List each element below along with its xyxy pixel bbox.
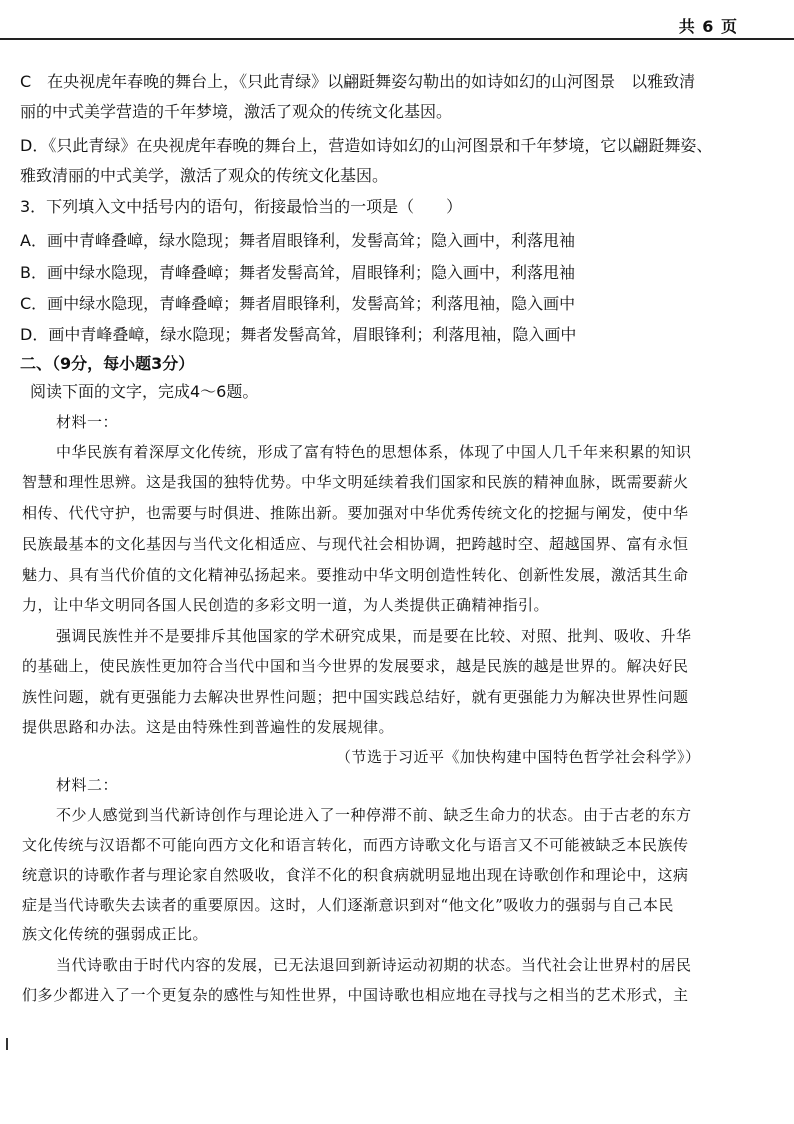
material-1-line: 力，让中华文明同各国人民创造的多彩文明一道，为人类提供正确精神指引。 bbox=[22, 596, 550, 614]
q2-option-c-line-2: 丽的中式美学营造的千年梦境，激活了观众的传统文化基因。 bbox=[20, 102, 453, 121]
page-count: 共 6 页 bbox=[678, 17, 738, 36]
material-2-line: 们多少都进入了一个更复杂的感性与知性世界，中国诗歌也相应地在寻找与之相当的艺术形式，主 bbox=[22, 986, 689, 1004]
material-2-line: 不少人感觉到当代新诗创作与理论进入了一种停滞不前、缺乏生命力的状态。由于古老的东方 bbox=[56, 806, 692, 824]
material-2-line: 统意识的诗歌作者与理论家自然吸收，食洋不化的积食病就明显地出现在诗歌创作和理论中，这病 bbox=[22, 866, 689, 884]
material-1-line: 族性问题，就有更强能力去解决世界性问题；把中国实践总结好，就有更强能力为解决世界性问题 bbox=[22, 688, 689, 706]
material-2-line: 族文化传统的强弱成正比。 bbox=[22, 925, 209, 943]
material-2-line: 当代诗歌由于时代内容的发展，已无法退回到新诗运动初期的状态。当代社会让世界村的居民 bbox=[56, 956, 692, 974]
q3-option-c: C．画中绿水隐现，青峰叠嶂；舞者眉眼锋利，发髻高耸；利落甩袖，隐入画中 bbox=[20, 294, 576, 313]
section-2-instruction: 阅读下面的文字，完成4～6题。 bbox=[30, 382, 259, 401]
margin-mark bbox=[6, 1038, 8, 1050]
material-1-label: 材料一： bbox=[56, 413, 119, 431]
material-1-source: （节选于习近平《加快构建中国特色哲学社会科学》） bbox=[336, 748, 701, 766]
section-2-heading: 二、（9分，每小题3分） bbox=[20, 354, 195, 373]
material-1-line: 民族最基本的文化基因与当代文化相适应、与现代社会相协调，把跨越时空、超越国界、富有永恒 bbox=[22, 535, 689, 553]
q3-option-a: A．画中青峰叠嶂，绿水隐现；舞者眉眼锋利，发髻高耸；隐入画中，利落甩袖 bbox=[20, 231, 575, 250]
material-1-line: 强调民族性并不是要排斥其他国家的学术研究成果，而是要在比较、对照、批判、吸收、升华 bbox=[56, 627, 692, 645]
material-1-line: 的基础上，使民族性更加符合当代中国和当今世界的发展要求，越是民族的越是世界的。解决好民 bbox=[22, 657, 689, 675]
header-divider bbox=[0, 38, 794, 40]
material-2-line: 文化传统与汉语都不可能向西方文化和语言转化，而西方诗歌文化与语言又不可能被缺乏本民族传 bbox=[22, 836, 689, 854]
material-1-line: 提供思路和办法。这是由特殊性到普遍性的发展规律。 bbox=[22, 718, 395, 736]
material-2-label: 材料二： bbox=[56, 776, 119, 794]
material-1-line: 中华民族有着深厚文化传统，形成了富有特色的思想体系，体现了中国人几千年来积累的知识 bbox=[56, 443, 692, 461]
material-1-line: 魅力、具有当代价值的文化精神弘扬起来。要推动中华文明创造性转化、创新性发展，激活其生命 bbox=[22, 566, 689, 584]
q3-option-d: D．画中青峰叠嶂，绿水隐现；舞者发髻高耸，眉眼锋利；利落甩袖，隐入画中 bbox=[20, 325, 577, 344]
material-2-line: 症是当代诗歌失去读者的重要原因。这时，人们逐渐意识到对“他文化”吸收力的强弱与自己本民 bbox=[22, 896, 674, 914]
q2-option-d-line-2: 雅致清丽的中式美学，激活了观众的传统文化基因。 bbox=[20, 166, 389, 185]
q3-option-b: B．画中绿水隐现，青峰叠嶂；舞者发髻高耸，眉眼锋利；隐入画中，利落甩袖 bbox=[20, 263, 575, 282]
q2-option-d-line-1: D．《只此青绿》在央视虎年春晚的舞台上，营造如诗如幻的山河图景和千年梦境，它以翩跹舞姿、 bbox=[20, 136, 713, 155]
q2-option-c-line-1: C 在央视虎年春晚的舞台上，《只此青绿》以翩跹舞姿勾勒出的如诗如幻的山河图景 以雅致清 bbox=[20, 72, 696, 91]
material-1-line: 相传、代代守护，也需要与时俱进、推陈出新。要加强对中华优秀传统文化的挖掘与阐发，使中华 bbox=[22, 504, 689, 522]
q3-stem: 3．下列填入文中括号内的语句，衔接最恰当的一项是（ ） bbox=[20, 197, 463, 216]
material-1-line: 智慧和理性思辨。这是我国的独特优势。中华文明延续着我们国家和民族的精神血脉，既需要薪火 bbox=[22, 473, 689, 491]
